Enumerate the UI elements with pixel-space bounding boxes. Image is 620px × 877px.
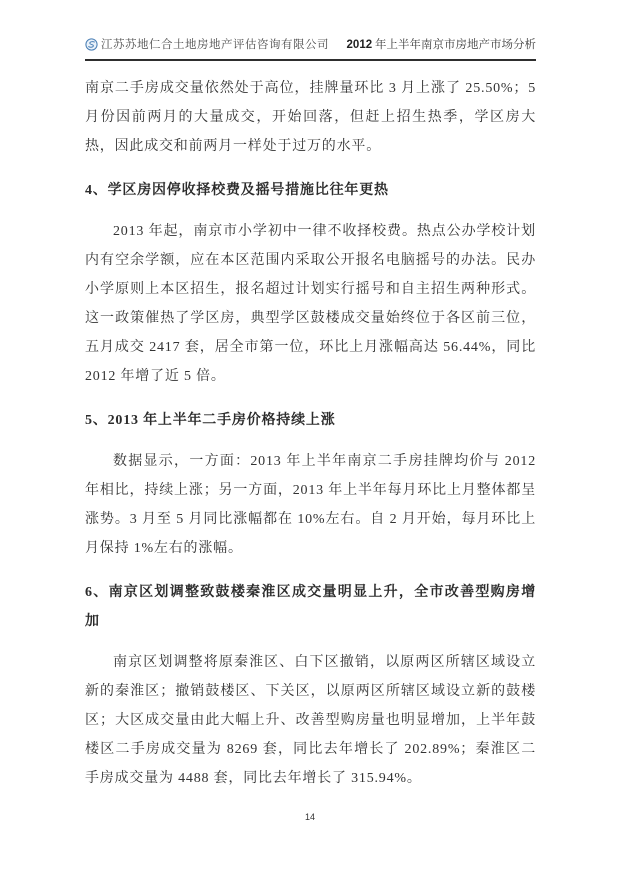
page-footer xyxy=(0,807,620,825)
company-logo-icon xyxy=(85,38,98,51)
report-title xyxy=(347,36,536,52)
page-header xyxy=(85,36,536,61)
section-5-paragraph: 数据显示，一方面：2013 年上半年南京二手房挂牌均价与 2012 年相比，持续上涨；另一方面，2013 年上半年每月环比上月整体都呈涨势。3 月至 5 月同比涨幅都在 10%左右。自 2 月开始，每月环比上月保持 1%左右的涨幅。 xyxy=(85,454,536,556)
report-title-year: 2012 xyxy=(346,39,373,51)
section-6-heading: 6、南京区划调整致鼓楼秦淮区成交量明显上升，全市改善型购房增加 xyxy=(85,585,536,629)
section-4-heading: 4、学区房因停收择校费及摇号措施比往年更热 xyxy=(85,183,389,198)
intro-paragraph: 南京二手房成交量依然处于高位，挂牌量环比 3 月上涨了 25.50%；5 月份因前两月的大量成交，开始回落，但赶上招生热季，学区房大热，因此成交和前两月一样处于过万的水平。 xyxy=(85,81,536,154)
company-name: 江苏苏地仁合土地房地产评估咨询有限公司 xyxy=(101,39,329,51)
document-body xyxy=(85,74,536,793)
section-5-heading: 5、2013 年上半年二手房价格持续上涨 xyxy=(85,413,336,428)
section-6-paragraph: 南京区划调整将原秦淮区、白下区撤销，以原两区所辖区域设立新的秦淮区；撤销鼓楼区、下关区，以原两区所辖区域设立新的鼓楼区；大区成交量由此大幅上升、改善型购房量也明显增加，上半年鼓楼区二手房成交量为 8269 套，同比去年增长了 202.89%；秦淮区二手房成交量为 4488 套，同比去年增长了 315.94%。 xyxy=(85,655,536,786)
section-4-paragraph: 2013 年起，南京市小学初中一律不收择校费。热点公办学校计划内有空余学额，应在本区范围内采取公开报名电脑摇号的办法。民办小学原则上本区招生，报名超过计划实行摇号和自主招生两种形式。这一政策催热了学区房，典型学区鼓楼成交量始终位于各区前三位，五月成交 2417 套，居全市第一位，环比上月涨幅高达 56.44%，同比 2012 年增了近 5 倍。 xyxy=(85,224,536,384)
header-company xyxy=(85,36,329,52)
page-number: 14 xyxy=(304,812,315,822)
report-title-text: 年上半年南京市房地产市场分析 xyxy=(372,39,536,51)
